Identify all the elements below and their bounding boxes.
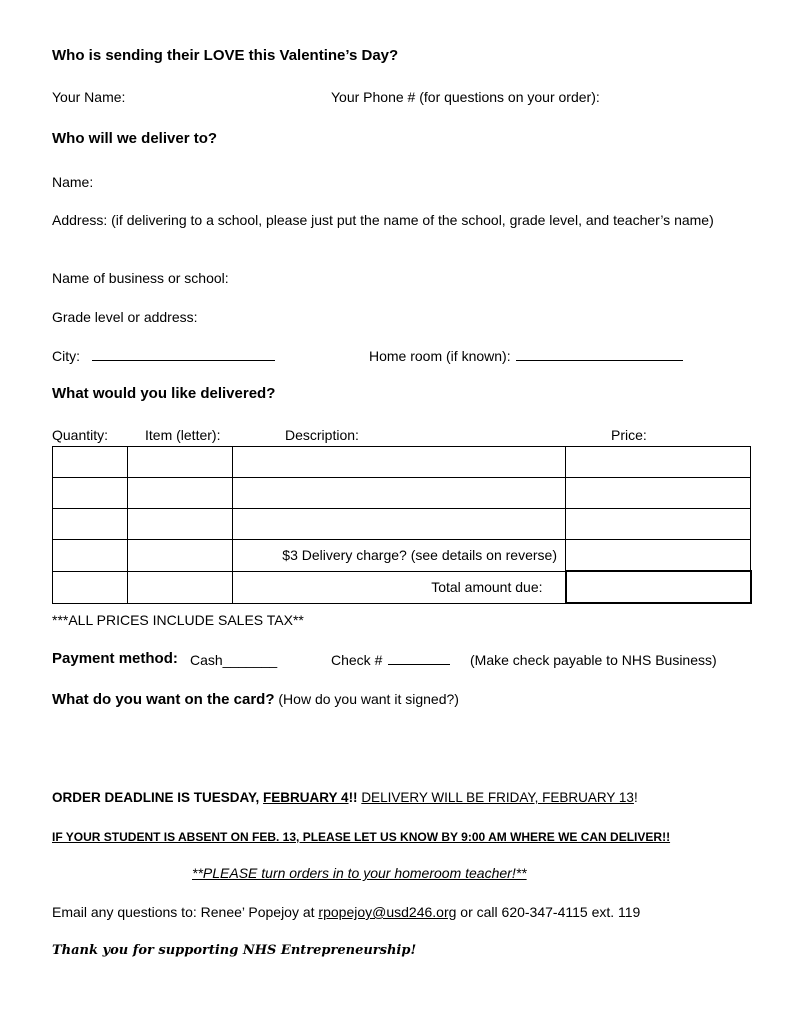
homeroom-blank[interactable] <box>516 348 683 361</box>
description-cell[interactable] <box>233 478 566 509</box>
delivery-row <box>53 540 751 572</box>
price-cell[interactable] <box>566 447 751 478</box>
item-cell[interactable] <box>128 540 233 572</box>
recipient-heading: Who will we deliver to? <box>52 130 218 147</box>
address-label: Address: (if delivering to a school, please just put the name of the school, grade level, and teacher’s name) <box>52 212 714 228</box>
description-cell[interactable] <box>233 509 566 540</box>
check-number-blank[interactable] <box>388 652 450 665</box>
table-row <box>53 447 751 478</box>
price-cell[interactable] <box>566 478 751 509</box>
contact-prefix: Email any questions to: Renee’ Popejoy at <box>52 904 319 920</box>
table-row <box>53 509 751 540</box>
delivery-price-cell[interactable] <box>566 540 751 572</box>
recipient-name-label: Name: <box>52 174 94 190</box>
delivery-suffix: ! <box>633 790 638 805</box>
deadline-date: FEBRUARY 4 <box>263 790 349 805</box>
absent-notice: IF YOUR STUDENT IS ABSENT ON FEB. 13, PLEASE LET US KNOW BY 9:00 AM WHERE WE CAN DELIVER!! <box>52 830 671 844</box>
city-label: City: <box>52 348 80 364</box>
total-row <box>53 571 751 603</box>
card-hint: (How do you want it signed?) <box>278 691 459 707</box>
your-name-label: Your Name: <box>52 89 126 105</box>
delivery-date: DELIVERY WILL BE FRIDAY, FEBRUARY 13 <box>361 790 634 805</box>
item-cell[interactable] <box>128 571 233 603</box>
price-cell[interactable] <box>566 509 751 540</box>
quantity-cell[interactable] <box>53 540 128 572</box>
cash-option[interactable]: Cash_______ <box>190 652 278 668</box>
quantity-cell[interactable] <box>53 478 128 509</box>
your-phone-label: Your Phone # (for questions on your order): <box>331 89 600 105</box>
deadline-suffix: !! <box>348 790 362 805</box>
item-cell[interactable] <box>128 478 233 509</box>
order-heading: What would you like delivered? <box>52 385 276 402</box>
contact-line <box>52 904 640 920</box>
quantity-cell[interactable] <box>53 509 128 540</box>
business-label: Name of business or school: <box>52 270 229 286</box>
item-cell[interactable] <box>128 509 233 540</box>
col-quantity: Quantity: <box>52 427 109 443</box>
card-label: What do you want on the card? <box>52 691 275 708</box>
delivery-charge-label: $3 Delivery charge? (see details on reverse) <box>233 540 566 572</box>
homeroom-notice: **PLEASE turn orders in to your homeroom teacher!** <box>192 865 527 881</box>
deadline-notice <box>52 790 638 806</box>
email-link[interactable]: rpopejoy@usd246.org <box>318 904 457 920</box>
table-row <box>53 478 751 509</box>
total-amount-cell[interactable] <box>566 571 751 603</box>
check-label: Check # <box>331 652 383 668</box>
grade-label: Grade level or address: <box>52 309 198 325</box>
sender-heading: Who is sending their LOVE this Valentine’s Day? <box>52 47 399 64</box>
total-label: Total amount due: <box>233 571 566 603</box>
description-cell[interactable] <box>233 447 566 478</box>
check-note: (Make check payable to NHS Business) <box>470 652 717 668</box>
tax-note: ***ALL PRICES INCLUDE SALES TAX** <box>52 612 304 628</box>
quantity-cell[interactable] <box>53 571 128 603</box>
item-cell[interactable] <box>128 447 233 478</box>
homeroom-label: Home room (if known): <box>369 348 511 364</box>
city-blank[interactable] <box>92 348 275 361</box>
col-description: Description: <box>285 427 359 443</box>
quantity-cell[interactable] <box>53 447 128 478</box>
col-price: Price: <box>611 427 647 443</box>
contact-suffix: or call 620-347-4115 ext. 119 <box>456 904 641 920</box>
thanks-text: Thank you for supporting NHS Entrepreneurship! <box>52 943 417 958</box>
payment-label: Payment method: <box>52 650 178 667</box>
order-table <box>52 446 752 604</box>
col-item: Item (letter): <box>145 427 221 443</box>
deadline-prefix: ORDER DEADLINE IS TUESDAY, <box>52 790 264 805</box>
